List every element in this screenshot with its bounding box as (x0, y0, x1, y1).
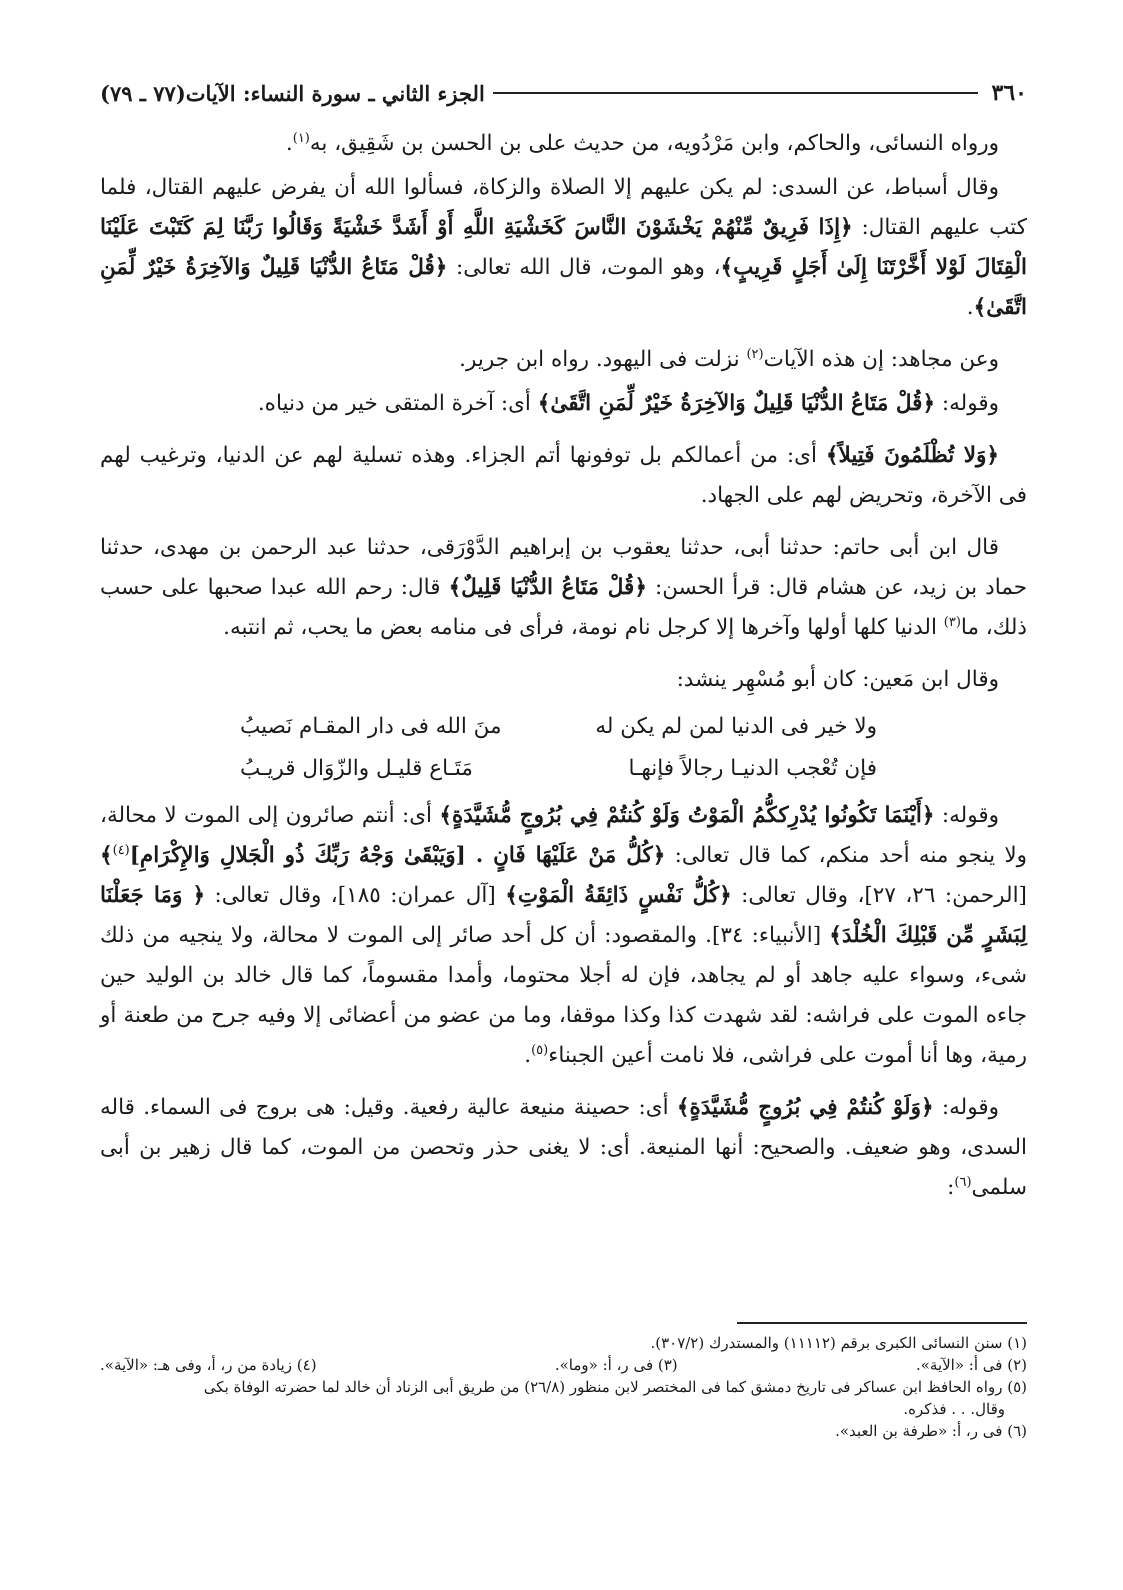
footnote-rule (737, 1322, 1027, 1324)
hemistich-second: منَ الله فى دار المقـام نَصيبُ (240, 714, 502, 739)
text-run: وقال ابن مَعين: كان أبو مُسْهِر ينشد: (676, 667, 999, 692)
footnote: (٢) فى أ: «الآية». (915, 1356, 1027, 1374)
footnote-ref: (١) (292, 130, 310, 146)
text-run: قال: رحم الله عبدا صحبها على حسب ذلك، ما (100, 575, 1027, 640)
footnote: (٣) فى ر، أ: «وما». (554, 1356, 678, 1374)
text-run: وقال أسباط، عن السدى: لم يكن عليهم إلا الصلاة والزكاة، فسألوا الله أن يفرض عليهم القتال، فلما كتب عليهم القتال: (100, 175, 1027, 240)
footnote-ref: (٥) (531, 1042, 549, 1058)
text-run: الدنيا كلها أولها وآخرها إلا كرجل نام نومة، فرأى فى منامه بعض ما يحب، ثم انتبه. (223, 615, 944, 640)
paragraph (100, 168, 1027, 328)
footnotes (100, 1322, 1027, 1442)
text-run: ورواه النسائى، والحاكم، وابن مَرْدُويه، من حديث على بن الحسن بن شَقِيق، به (309, 131, 999, 156)
main-text (100, 124, 1027, 1220)
footnote-ref: (٤) (112, 842, 130, 858)
hemistich-first: ولا خير فى الدنيا لمن لم يكن له (595, 714, 877, 739)
quran-verse: ﴿كُلُّ مَنْ عَلَيْهَا فَانٍ . [وَيَبْقَىٰ وَجْهُ رَبِّكَ ذُو الْجَلالِ وَالإِكْرَامِ] (129, 843, 666, 868)
footnote-continuation: وقال. . . فذكره. (903, 1400, 1005, 1418)
footnote: (٦) فى ر، أ: «طرفة بن العبد». (835, 1422, 1027, 1440)
poem-verse (240, 706, 877, 748)
quran-verse: ﴿قُلْ مَتَاعُ الدُّنْيَا قَلِيلٌ وَالآخِرَةُ خَيْرٌ لِّمَنِ اتَّقَىٰ﴾ (537, 391, 936, 416)
quran-verse: ﴿قُلْ مَتَاعُ الدُّنْيَا قَلِيلٌ وَالآخِرَةُ خَيْرٌ لِّمَنِ اتَّقَىٰ﴾ (100, 255, 1027, 320)
quran-verse: ﴿وَلا تُظْلَمُونَ فَتِيلاً﴾ (825, 443, 999, 468)
text-run: أى: أنتم صائرون إلى الموت لا محالة، ولا ينجو منه أحد منكم، كما قال تعالى: (100, 803, 1027, 868)
footnote-row (100, 1354, 1027, 1376)
paragraph (100, 384, 1027, 424)
text-run: وعن مجاهد: إن هذه الآيات (763, 347, 999, 372)
quran-verse: ﴿إِذَا فَرِيقٌ مِّنْهُمْ يَخْشَوْنَ النَّاسَ كَخَشْيَةِ اللَّهِ أَوْ أَشَدَّ خَشْيَةً وَقَالُوا رَبَّنَا لِمَ كَتَبْتَ عَلَيْنَا الْقِتَالَ لَوْلا أَخَّرْتَنَا إِلَىٰ أَجَلٍ قَرِيبٍ﴾ (100, 215, 1027, 280)
text-run: وقوله: (934, 803, 999, 828)
quran-verse: ﴿كُلُّ نَفْسٍ ذَائِقَةُ الْمَوْتِ﴾ (505, 883, 732, 908)
quran-verse: ﴿أَيْنَمَا تَكُونُوا يُدْرِككُّمُ الْمَوْتُ وَلَوْ كُنتُمْ فِي بُرُوجٍ مُّشَيَّدَةٍ﴾ (439, 803, 935, 828)
quran-verse-close: ﴾ (100, 843, 113, 868)
paragraph: ورواه النسائى، والحاكم، وابن مَرْدُويه، من حديث على بن الحسن بن شَقِيق، به$^{(١)}$. (285, 130, 999, 156)
text-run: [الرحمن: ٢٦، ٢٧]، وقال تعالى: (731, 883, 1027, 908)
poem (240, 706, 877, 790)
running-header (100, 76, 1027, 110)
header-rule (493, 92, 978, 94)
quran-verse: ﴿قُلْ مَتَاعُ الدُّنْيَا قَلِيلٌ﴾ (448, 575, 647, 600)
text-run: نزلت فى اليهود. رواه ابن جرير. (459, 347, 747, 372)
page-number: ٣٦٠ (991, 80, 1027, 106)
text-run: أى: من أعمالكم بل توفونها أتم الجزاء. وهذه تسلية لهم عن الدنيا، وترغيب لهم فى الآخرة، وتحريض لهم على الجهاد. (100, 443, 1027, 508)
quran-verse: ﴿ وَمَا جَعَلْنَا لِبَشَرٍ مِّن قَبْلِكَ الْخُلْدَ﴾ (100, 883, 1027, 948)
hemistich-second: مَتَـاع قليـل والزّوَال قريـبُ (240, 756, 473, 781)
paragraph (100, 660, 1027, 700)
text-run: . (524, 1043, 532, 1068)
text-run: : (947, 1175, 955, 1200)
hemistich-first: فإن تُعْجب الدنيـا رجالاً فإنهـا (628, 756, 877, 781)
text-run: أى: حصينة منيعة عالية رفعية. وقيل: هى بروج فى السماء. قاله السدى، وهو ضعيف. والصحيح: أنها المنيعة. أى: لا يغنى حذر وتحصن من الموت، كما قال زهير بن أبى سلمى (100, 1095, 1027, 1200)
footnote: (٥) رواه الحافظ ابن عساكر فى تاريخ دمشق كما فى المختصر لابن منظور (٢٦/٨) من طريق أبى الزناد أن خالد لما حضرته الوفاة بكى (203, 1378, 1027, 1396)
paragraph (100, 340, 1027, 380)
paragraph (100, 528, 1027, 648)
text-run: أى: آخرة المتقى خير من دنياه. (257, 391, 538, 416)
footnote: (١) سنن النسائى الكبرى برقم (١١١١٢) والمستدرك (٣٠٧/٢). (650, 1334, 1027, 1352)
text-run: وقوله: (933, 1095, 999, 1120)
paragraph (100, 796, 1027, 1076)
text-run: [آل عمران: ١٨٥]، وقال تعالى: (205, 883, 506, 908)
footnote-ref: (٢) (746, 346, 764, 362)
footnote-ref: (٦) (954, 1174, 972, 1190)
running-title: الجزء الثاني ـ سورة النساء: الآيات(٧٧ ـ ٧٩) (100, 80, 485, 106)
quran-verse: ﴿وَلَوْ كُنتُمْ فِي بُرُوجٍ مُّشَيَّدَةٍ﴾ (676, 1095, 934, 1120)
paragraph (100, 1088, 1027, 1208)
text-run: . (966, 295, 974, 320)
text-run: وقوله: (935, 391, 999, 416)
text-run: قال ابن أبى حاتم: حدثنا أبى، حدثنا يعقوب بن إبراهيم الدَّوْرَقى، حدثنا عبد الرحمن بن مهدى، حدثنا حماد بن زيد، عن هشام قال: قرأ الحسن: (100, 535, 1028, 600)
poem-verse (240, 748, 877, 790)
text-run: [الأنبياء: ٣٤]. والمقصود: أن كل أحد صائر إلى الموت لا محالة، ولا ينجيه من ذلك شىء، وسواء عليه جاهد أو لم يجاهد، فإن له أجلا محتوما، وأمدا مقسوماً، كما قال خالد بن الوليد حين جاءه الموت على فراشه: لقد شهدت كذا وكذا موقفا، وما من عضو من أعضائى إلا وفيه جرح من طعنة أو رمية، وها أنا أموت على فراشى، فلا نامت أعين الجبناء (100, 923, 1027, 1068)
paragraph (100, 436, 1027, 516)
text-run: ، وهو الموت، قال الله تعالى: (447, 255, 721, 280)
footnote: (٤) زيادة من ر، أ، وفى هـ: «الآية». (100, 1356, 317, 1374)
footnote-ref: (٣) (943, 614, 961, 630)
